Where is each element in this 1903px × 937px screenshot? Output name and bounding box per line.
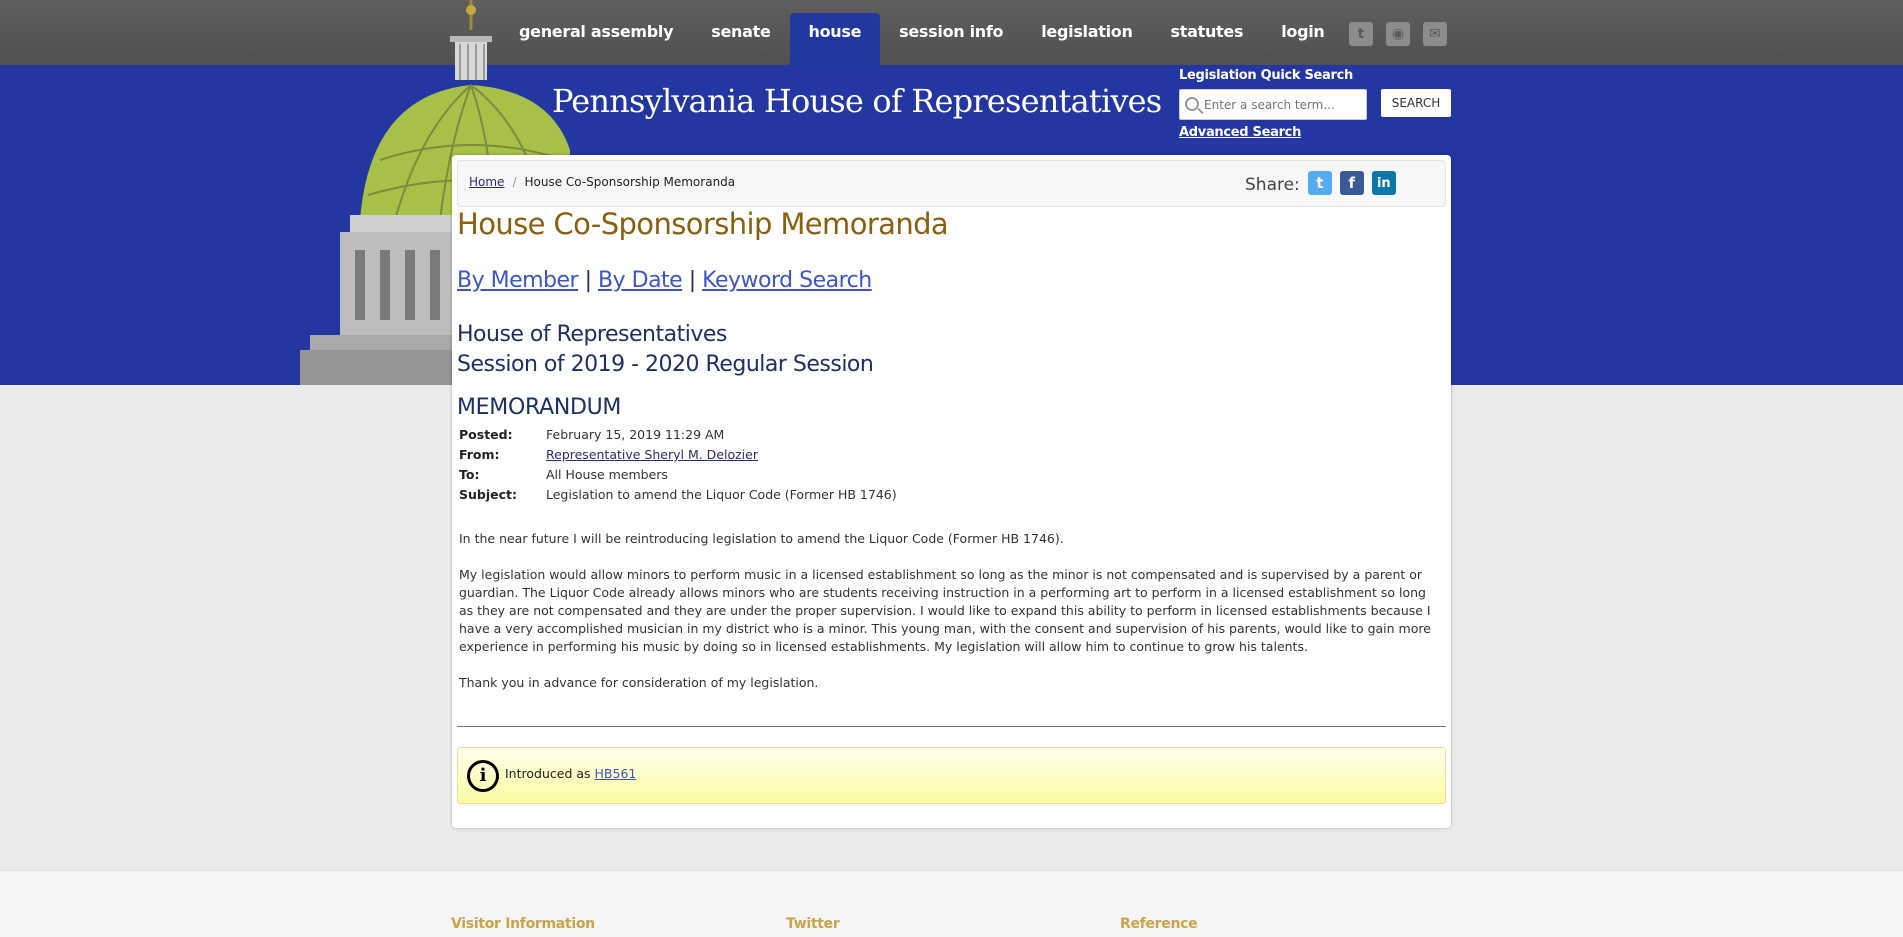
- memo-body: [459, 530, 1444, 710]
- sponsor-link[interactable]: Representative Sheryl M. Delozier: [546, 447, 758, 462]
- linkedin-icon[interactable]: in: [1372, 171, 1396, 195]
- subject-label: Subject:: [459, 487, 517, 502]
- divider: [457, 726, 1446, 727]
- by-member-link[interactable]: By Member: [457, 268, 579, 293]
- mail-icon[interactable]: ✉: [1423, 22, 1447, 46]
- notice-prefix: Introduced as: [505, 766, 591, 781]
- share-bar: [1245, 171, 1404, 195]
- memo-paragraph: Thank you in advance for consideration of my legislation.: [459, 675, 819, 690]
- page-title: House Co-Sponsorship Memoranda: [457, 207, 949, 241]
- nav-item-house[interactable]: house: [790, 13, 881, 65]
- introduced-notice: [457, 747, 1446, 804]
- nav-item-session-info[interactable]: session info: [899, 22, 1004, 41]
- quick-search-label: Legislation Quick Search: [1179, 68, 1353, 83]
- nav-item-login[interactable]: login: [1281, 22, 1325, 41]
- share-label: Share:: [1245, 175, 1300, 195]
- to-label: To:: [459, 467, 480, 482]
- memo-details: [459, 427, 897, 507]
- link-separator: |: [688, 268, 696, 293]
- twitter-icon[interactable]: t: [1349, 22, 1373, 46]
- search-button[interactable]: SEARCH: [1381, 89, 1451, 117]
- nav-item-statutes[interactable]: statutes: [1170, 22, 1244, 41]
- posted-value: February 15, 2019 11:29 AM: [546, 427, 725, 442]
- from-label: From:: [459, 447, 500, 462]
- memo-posted-row: [459, 427, 897, 447]
- memo-paragraph: My legislation would allow minors to perform music in a licensed establishment so long as the minor is not compensated and is supervised by a parent or guardian. The Liquor Code already allows minors who are students receiving instruction in a performing art to perform in a licensed establishment so long as they are not compensated and they are under the proper supervision. I would like to expand this ability to perform in licensed establishments because I have a very accomplished musician in my district who is a minor. This young man, with the consent and supervision of his parents, would like to gain more experience in performing his music by doing so in licensed establishments. My legislation will allow him to continue to grow his talents.: [459, 567, 1431, 654]
- footer-twitter: Twitter: [786, 916, 840, 932]
- session-name: Session of 2019 - 2020 Regular Session: [457, 352, 874, 377]
- link-separator: |: [584, 268, 592, 293]
- memo-from-row: [459, 447, 897, 467]
- twitter-icon[interactable]: t: [1308, 171, 1332, 195]
- nav-item-senate[interactable]: senate: [711, 22, 771, 41]
- bill-link[interactable]: HB561: [594, 766, 637, 781]
- chamber-name: House of Representatives: [457, 322, 727, 347]
- rss-icon[interactable]: ◉: [1386, 22, 1410, 46]
- memo-paragraph: In the near future I will be reintroducing legislation to amend the Liquor Code (Former HB 1746).: [459, 531, 1064, 546]
- footer-reference: Reference: [1120, 916, 1198, 932]
- subject-value: Legislation to amend the Liquor Code (Former HB 1746): [546, 487, 897, 502]
- search-icon: [1185, 97, 1199, 111]
- search-input[interactable]: [1204, 90, 1354, 119]
- facebook-icon[interactable]: f: [1340, 171, 1364, 195]
- breadcrumb: [457, 160, 1446, 207]
- nav-item-legislation[interactable]: legislation: [1041, 22, 1133, 41]
- breadcrumb-separator: /: [512, 175, 517, 189]
- breadcrumb-current: House Co-Sponsorship Memoranda: [524, 175, 736, 189]
- memo-subject-row: [459, 487, 897, 507]
- memo-browse-links: [457, 268, 872, 293]
- site-footer: [0, 870, 1903, 937]
- to-value: All House members: [546, 467, 668, 482]
- keyword-search-link[interactable]: Keyword Search: [702, 268, 872, 293]
- posted-label: Posted:: [459, 427, 513, 442]
- by-date-link[interactable]: By Date: [598, 268, 683, 293]
- session-heading: [457, 320, 873, 380]
- social-links: [1349, 22, 1460, 46]
- info-icon: i: [467, 760, 499, 792]
- breadcrumb-home-link[interactable]: Home: [469, 175, 505, 189]
- nav-menu: [500, 0, 1344, 65]
- top-navigation: [0, 0, 1903, 65]
- advanced-search-link[interactable]: Advanced Search: [1179, 125, 1302, 140]
- quick-search-field[interactable]: [1179, 89, 1367, 120]
- memorandum-heading: MEMORANDUM: [457, 395, 622, 420]
- footer-visitor-information: Visitor Information: [451, 916, 595, 932]
- site-title[interactable]: Pennsylvania House of Representatives: [552, 82, 1162, 120]
- memo-to-row: [459, 467, 897, 487]
- content-panel: [452, 155, 1451, 828]
- nav-item-general-assembly[interactable]: general assembly: [519, 22, 674, 41]
